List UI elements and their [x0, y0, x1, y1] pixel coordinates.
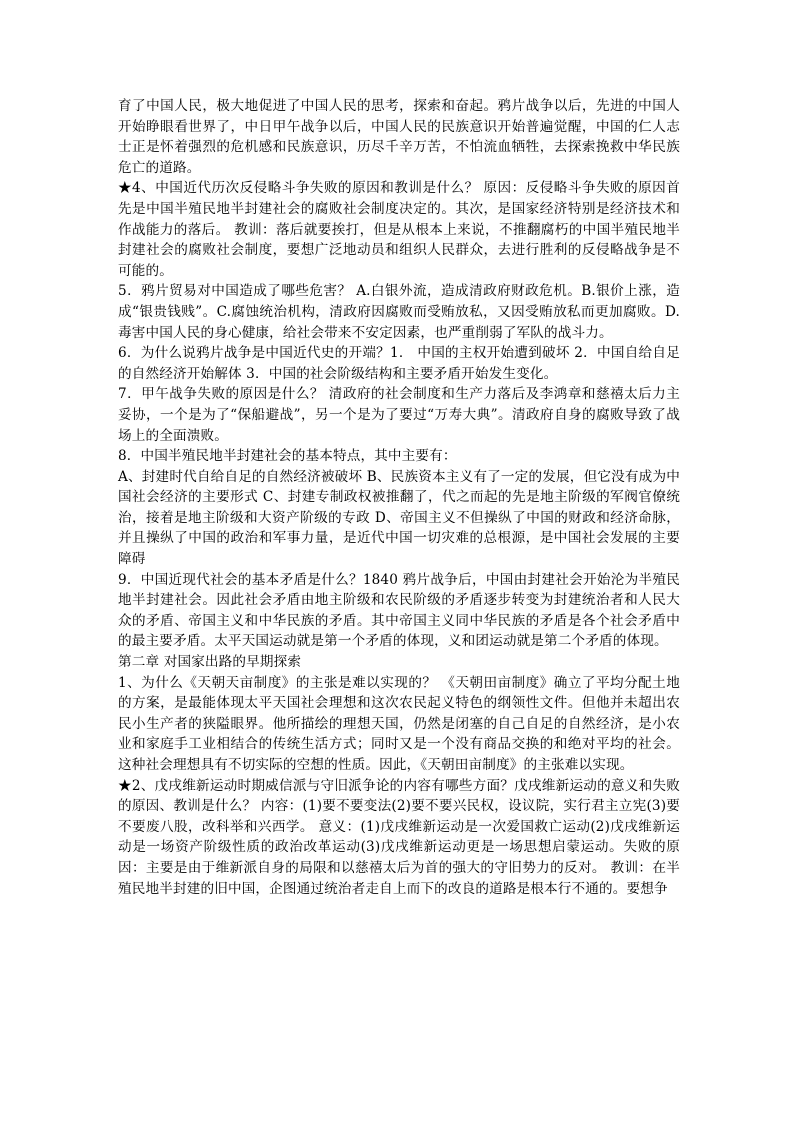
- document-page: [118, 96, 680, 899]
- paragraph-2: ★4、中国近代历次反侵略斗争失败的原因和教训是什么？ 原因：反侵略斗争失败的原因首先是中国半殖民地半封建社会的腐败社会制度决定的。其次，是国家经济特别是经济技术和作战能力的落后。 教训：落后就要挨打，但是从根本上来说，不推翻腐朽的中国半殖民地半封建社会的腐败社会制度，要想广泛地动员和组织人民群众，去进行胜利的反侵略战争是不可能的。: [118, 180, 680, 279]
- paragraph-9: 1、为什么《天朝天亩制度》的主张是难以实现的？ 《天朝田亩制度》确立了平均分配土地的方案，是最能体现太平天国社会理想和这次农民起义特色的纲领性文件。但他并未超出农民小生产者的狭隘眼界。他所描绘的理想天国，仍然是闭塞的自己自足的自然经济，是小农业和家庭手工业相结合的传统生活方式；同时又是一个没有商品交换的和绝对平均的社会。这种社会理想具有不切实际的空想的性质。因此，《天朝田亩制度》的主张难以实现。: [118, 674, 680, 773]
- paragraph-1: 育了中国人民，极大地促进了中国人民的思考，探索和奋起。鸦片战争以后，先进的中国人开始睁眼看世界了，中日甲午战争以后，中国人民的民族意识开始普遍觉醒，中国的仁人志士正是怀着强烈的危机感和民族意识，历尽千辛万苦，不怕流血牺牲，去探索挽救中华民族危亡的道路。: [118, 98, 680, 176]
- paragraph-3: 5．鸦片贸易对中国造成了哪些危害？ A.白银外流，造成清政府财政危机。B.银价上涨，造成“银贵钱贱”。C.腐蚀统治机构，清政府因腐败而受贿放私，又因受贿放私而更加腐败。D.毒害中国人民的身心健康，给社会带来不安定因素，也严重削弱了军队的战斗力。: [118, 283, 680, 341]
- paragraph-7: A、封建时代自给自足的自然经济被破坏 B、民族资本主义有了一定的发展，但它没有成为中国社会经济的主要形式 C、封建专制政权被推翻了，代之而起的先是地主阶级的军阀官僚统治，接着是地主阶级和大资产阶级的专政 D、帝国主义不但操纵了中国的财政和经济命脉，并且操纵了中国的政治和军事力量，是近代中国一切灾难的总根源，是中国社会发展的主要障碍: [118, 468, 680, 568]
- paragraph-10: ★2、戊戌维新运动时期威信派与守旧派争论的内容有哪些方面？戊戌维新运动的意义和失败的原因、教训是什么？ 内容：(1)要不要变法(2)要不要兴民权，设议院，实行君主立宪(3)要不要废八股，改科举和兴西学。 意义：(1)戊戌维新运动是一次爱国救亡运动(2)戊戌维新运动是一场资产阶级性质的政治改革运动(3)戊戌维新运动更是一场思想启蒙运动。失败的原因：主要是由于维新派自身的局限和以慈禧太后为首的强大的守旧势力的反对。 教训：在半殖民地半封建的旧中国，企图通过统治者走自上而下的改良的道路是根本行不通的。要想争: [118, 777, 680, 897]
- chapter-heading: 第二章 对国家出路的早期探索: [118, 654, 302, 671]
- paragraph-4: 6．为什么说鸦片战争是中国近代史的开端？1． 中国的主权开始遭到破坏 2．中国自给自足的自然经济开始解体 3．中国的社会阶级结构和主要矛盾开始发生变化。: [118, 345, 680, 382]
- paragraph-8: 9．中国近现代社会的基本矛盾是什么？1840 鸦片战争后，中国由封建社会开始沦为半殖民地半封建社会。因此社会矛盾由地主阶级和农民阶级的矛盾逐步转变为封建统治者和人民大众的矛盾、帝国主义和中华民族的矛盾。其中帝国主义同中华民族的矛盾是各个社会矛盾中的最主要矛盾。太平天国运动就是第一个矛盾的体现，义和团运动就是第二个矛盾的体现。: [118, 571, 680, 650]
- paragraph-5: 7．甲午战争失败的原因是什么？ 清政府的社会制度和生产力落后及李鸿章和慈禧太后力主妥协，一个是为了“保船避战”，另一个是为了要过“万寿大典”。清政府自身的腐败导致了战场上的全面溃败。: [118, 386, 680, 444]
- paragraph-6: 8．中国半殖民地半封建社会的基本特点，其中主要有：: [118, 448, 457, 465]
